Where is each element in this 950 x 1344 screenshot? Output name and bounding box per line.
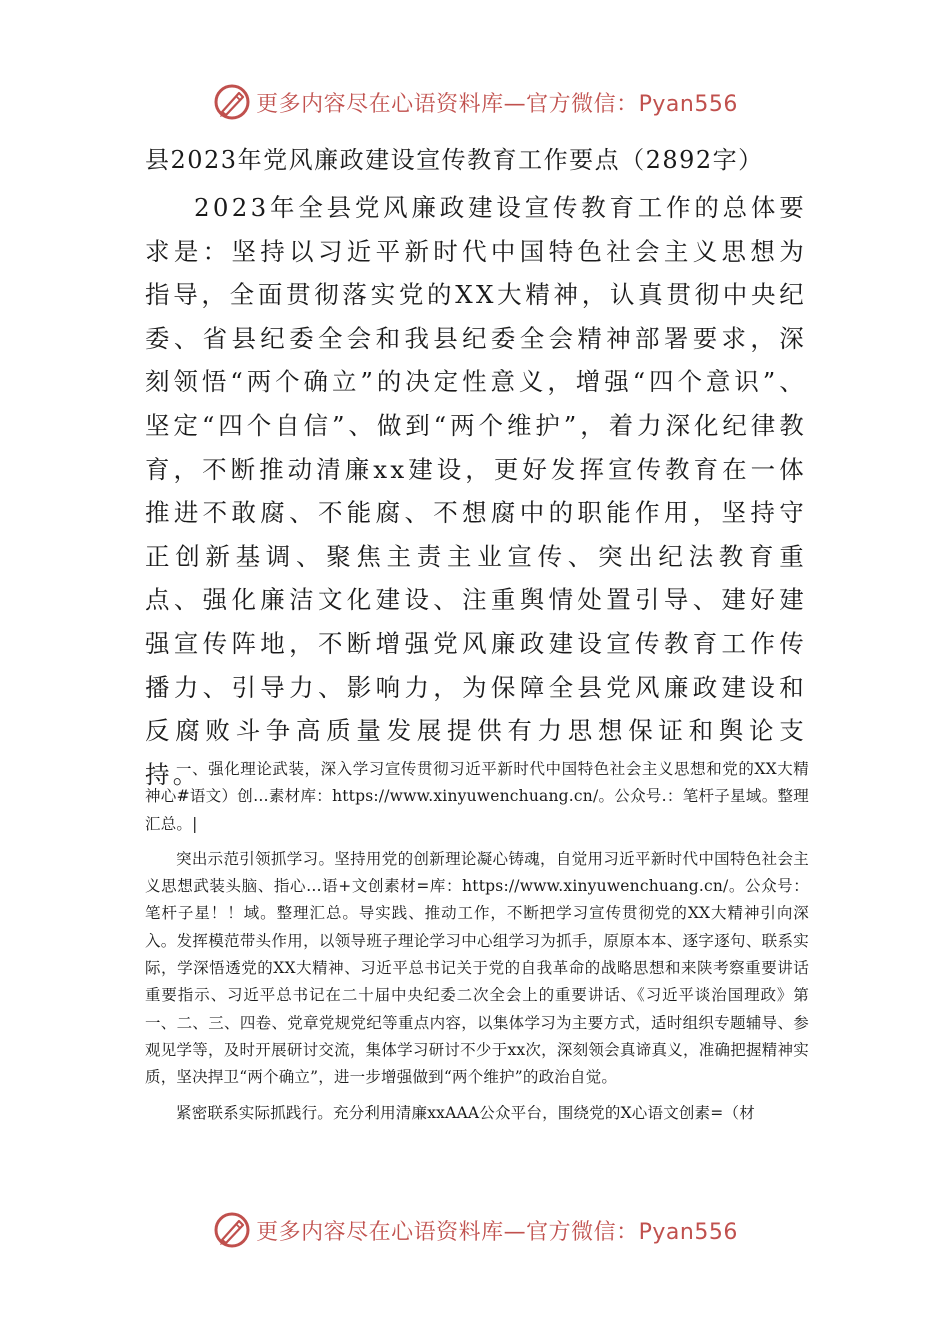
watermark-text: 更多内容尽在心语资料库—官方微信：Pyan556 (256, 91, 738, 117)
body-paragraph: 突出示范引领抓学习。坚持用党的创新理论凝心铸魂，自觉用习近平新时代中国特色社会主义思想武装头脑、指心…语+文创素材=库：https://www.xinyuwenchuang.cn/。公众号：笔杆子星！！域。整理汇总。导实践、推动工作，不断把学习宣传贯彻党的XX大精神引向深入。发挥模范带头作用，以领导班子理论学习中心组学习为抓手，原原本本、逐字逐句、联系实际，学深悟透党的XX大精神、习近平总书记关于党的自我革命的战略思想和来陕考察重要讲话重要指示、习近平总书记在二十届中央纪委二次全会上的重要讲话、《习近平谈治国理政》第一、二、三、四卷、党章党规党纪等重点内容，以集体学习为主要方式，适时组织专题辅导、参观见学等，及时开展研讨交流，集体学习研讨不少于xx次，深刻领会真谛真义，准确把握精神实质，坚决捍卫“两个确立”，进一步增强做到“两个维护”的政治自觉。 (145, 849, 809, 1087)
watermark-text: 更多内容尽在心语资料库—官方微信：Pyan556 (256, 1219, 738, 1245)
intro-paragraph: 2023年全县党风廉政建设宣传教育工作的总体要求是：坚持以习近平新时代中国特色社会主义思想为指导，全面贯彻落实党的XX大精神，认真贯彻中央纪委、省县纪委全会和我县纪委全会精神部署要求，深刻领悟“两个确立”的决定性意义，增强“四个意识”、坚定“四个自信”、做到“两个维护”，着力深化纪律教育，不断推动清廉xx建设，更好发挥宣传教育在一体推进不敢腐、不能腐、不想腐中的职能作用，坚持守正创新基调、聚焦主责主业宣传、突出纪法教育重点、强化廉洁文化建设、注重舆情处置引导、建好建强宣传阵地，不断增强党风廉政建设宣传教育工作传播力、引导力、影响力，为保障全县党风廉政建设和反腐败斗争高质量发展提供有力思想保证和舆论支持。 (145, 193, 807, 789)
pen-nib-logo-icon (212, 82, 252, 122)
pen-nib-logo-icon (212, 1210, 252, 1250)
body-paragraph: 紧密联系实际抓践行。充分利用清廉xxAAA公众平台，围绕党的X心语文创素=（材 (176, 1103, 755, 1122)
body-section (145, 756, 809, 1135)
footer-watermark-banner (0, 1208, 950, 1252)
body-paragraph: 一、强化理论武装，深入学习宣传贯彻习近平新时代中国特色社会主义思想和党的XX大精神心#语文）创…素材库：https://www.xinyuwenchuang.cn/。公众号.：笔杆子星域。整理汇总。| (145, 760, 809, 833)
header-watermark-banner (0, 80, 950, 124)
document-title: 县2023年党风廉政建设宣传教育工作要点（2892字） (145, 146, 764, 174)
